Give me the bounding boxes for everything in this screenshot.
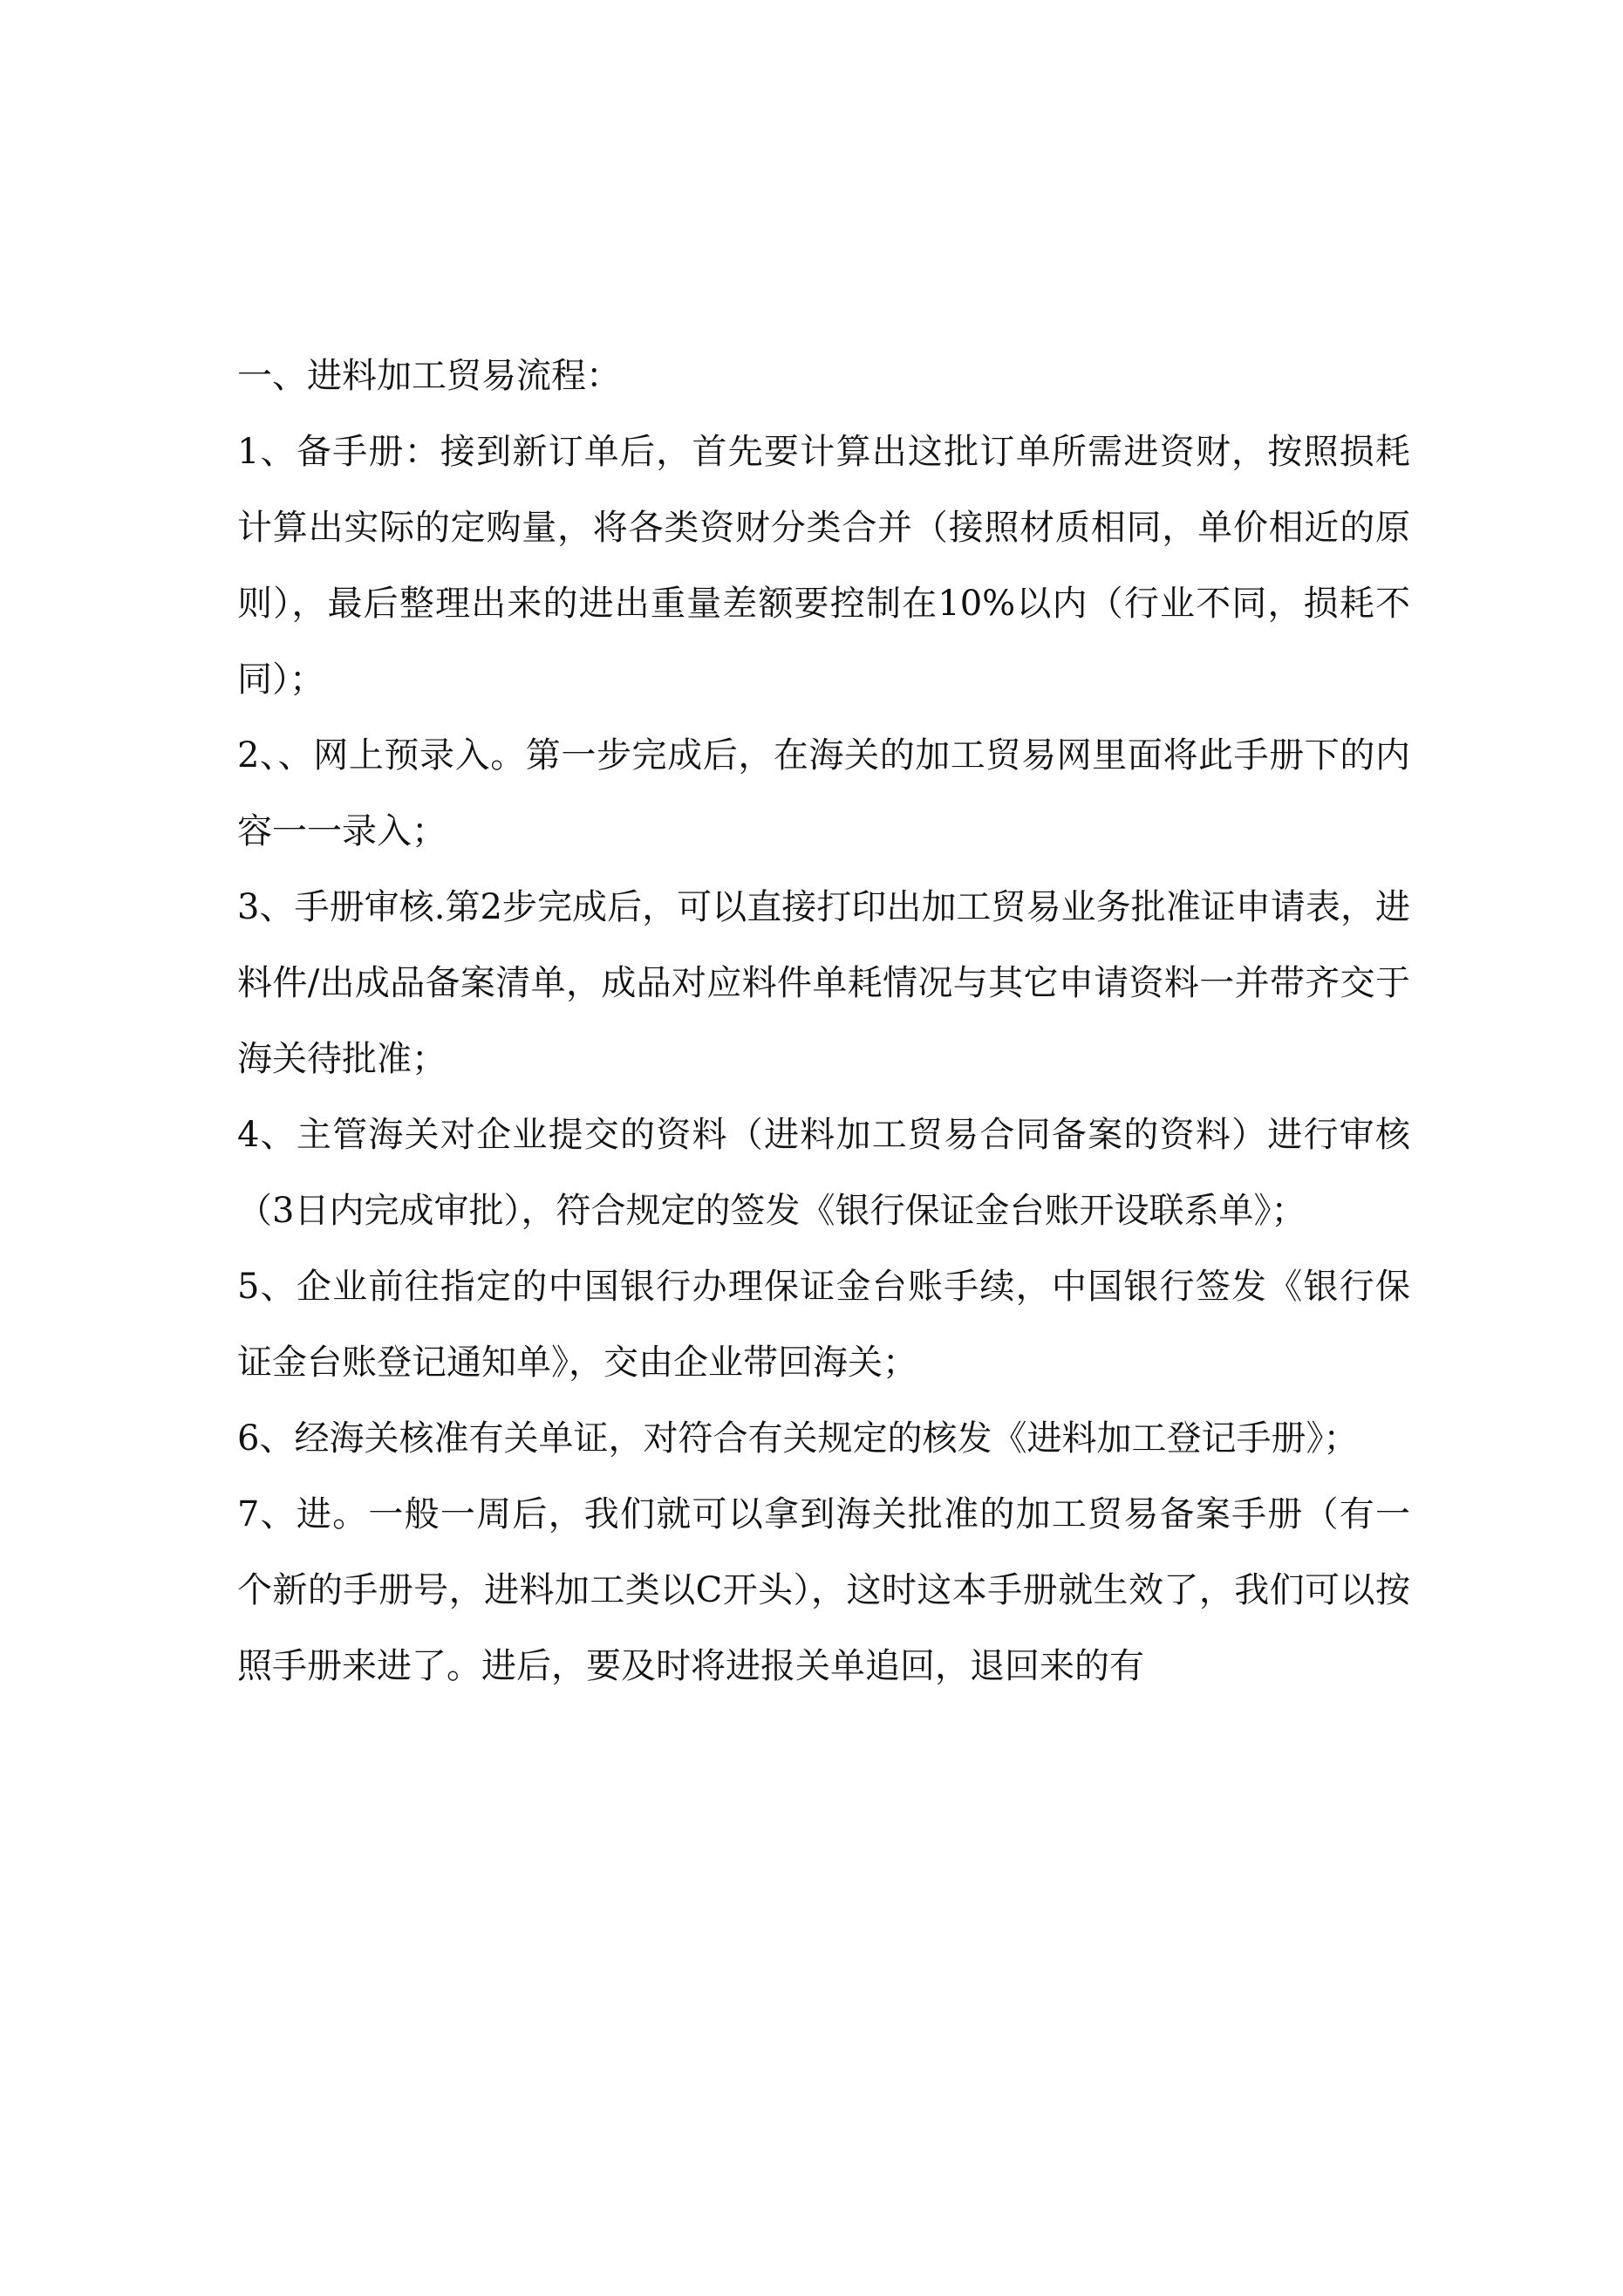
step-3-paragraph: 3、手册审核.第2步完成后，可以直接打印出加工贸易业务批准证申请表，进料件/出成品备案清单，成品对应料件单耗情况与其它申请资料一并带齐交于海关待批准； — [237, 887, 1410, 1079]
step-7-paragraph: 7、进。一般一周后，我们就可以拿到海关批准的加工贸易备案手册（有一个新的手册号，进料加工类以C开头），这时这本手册就生效了，我们可以按照手册来进了。进后，要及时将进报关单追回，退回来的有 — [237, 1494, 1410, 1686]
step-2-paragraph: 2、、网上预录入。第一步完成后，在海关的加工贸易网里面将此手册下的内容一一录入； — [237, 735, 1410, 851]
step-1-paragraph: 1、备手册：接到新订单后，首先要计算出这批订单所需进资财，按照损耗计算出实际的定购量，将各类资财分类合并（接照材质相同，单价相近的原则），最后整理出来的进出重量差额要控制在10%以内（行业不同，损耗不同）； — [237, 432, 1410, 700]
step-6-paragraph: 6、经海关核准有关单证，对符合有关规定的核发《进料加工登记手册》； — [237, 1418, 1359, 1459]
step-4-paragraph: 4、主管海关对企业提交的资料（进料加工贸易合同备案的资料）进行审核（3日内完成审批），符合规定的签发《银行保证金台账开设联系单》； — [237, 1115, 1410, 1231]
section-heading: 一、进料加工贸易流程： — [237, 356, 621, 396]
step-5-paragraph: 5、企业前往指定的中国银行办理保证金台账手续，中国银行签发《银行保证金台账登记通知单》，交由企业带回海关； — [237, 1267, 1410, 1383]
document-body — [237, 338, 1410, 1705]
